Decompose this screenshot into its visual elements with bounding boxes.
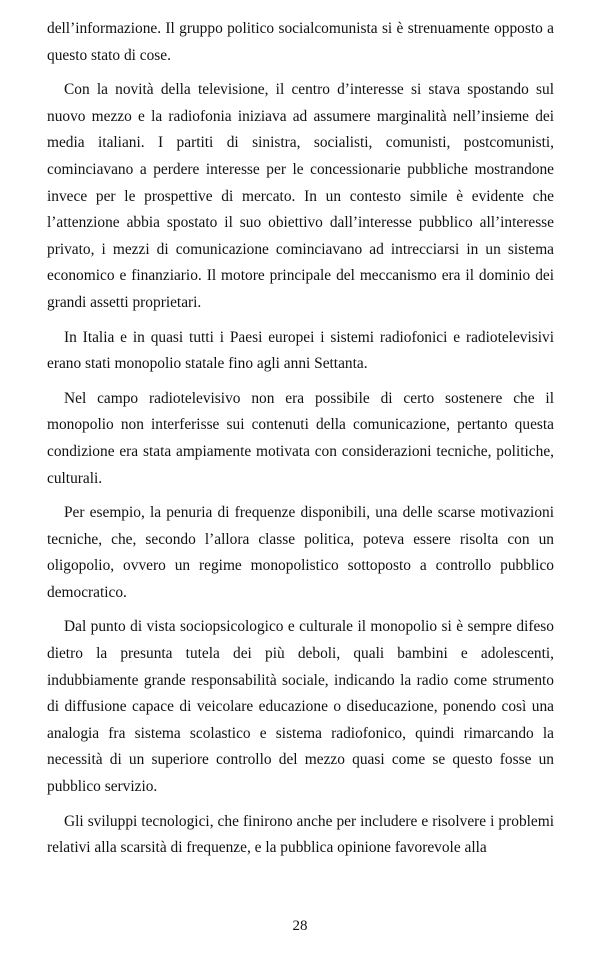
page-number: 28 [292,918,308,934]
paragraph-radiotelevisivo: Nel campo radiotelevisivo non era possibile di certo sostenere che il monopolio non interferisse sui contenuti della comunicazione, pertanto questa condizione era stata ampiamente motivata con considerazioni tecniche, politiche, culturali. [47,389,554,487]
page-body [47,16,554,870]
paragraph-sviluppi: Gli sviluppi tecnologici, che finirono anche per includere e risolvere i problemi relativi alla scarsità di frequenze, e la pubblica opinione favorevole alla [47,812,554,857]
paragraph-sociopsicologico: Dal punto di vista sociopsicologico e culturale il monopolio si è sempre difeso dietro la presunta tutela dei più deboli, quali bambini e adolescenti, indubbiamente grande responsabilità sociale, indicando la radio come strumento di diffusione capace di veicolare educazione o diseducazione, ponendo così una analogia fra sistema scolastico e sistema radiofonico, quindi rimarcando la necessità di un superiore controllo del mezzo quasi come se questo fosse un pubblico servizio. [47,618,554,796]
paragraph-television: Con la novità della televisione, il centro d’interesse si stava spostando sul nuovo mezzo e la radiofonia iniziava ad assumere marginalità nell’insieme dei media italiani. I partiti di sinistra, socialisti, comunisti, postcomunisti, cominciavano a perdere interesse per le concessionarie pubbliche mostrandone invece per le prospettive di mercato. In un contesto simile è evidente che l’attenzione abbia spostato il suo obiettivo dall’interesse pubblico all’interesse privato, i mezzi di comunicazione cominciavano ad intrecciarsi in un sistema economico e finanziario. Il motore principale del meccanismo era il dominio dei grandi assetti proprietari. [47,81,554,311]
paragraph-monopoly-europe: In Italia e in quasi tutti i Paesi europei i sistemi radiofonici e radiotelevisivi erano stati monopolio statale fino agli anni Settanta. [47,328,554,373]
paragraph-continued: dell’informazione. Il gruppo politico socialcomunista si è strenuamente opposto a questo stato di cose. [47,20,554,64]
paragraph-frequenze: Per esempio, la penuria di frequenze disponibili, una delle scarse motivazioni tecniche, che, secondo l’allora classe politica, poteva essere risolta con un oligopolio, ovvero un regime monopolistico sottoposto a controllo pubblico democratico. [47,504,554,601]
